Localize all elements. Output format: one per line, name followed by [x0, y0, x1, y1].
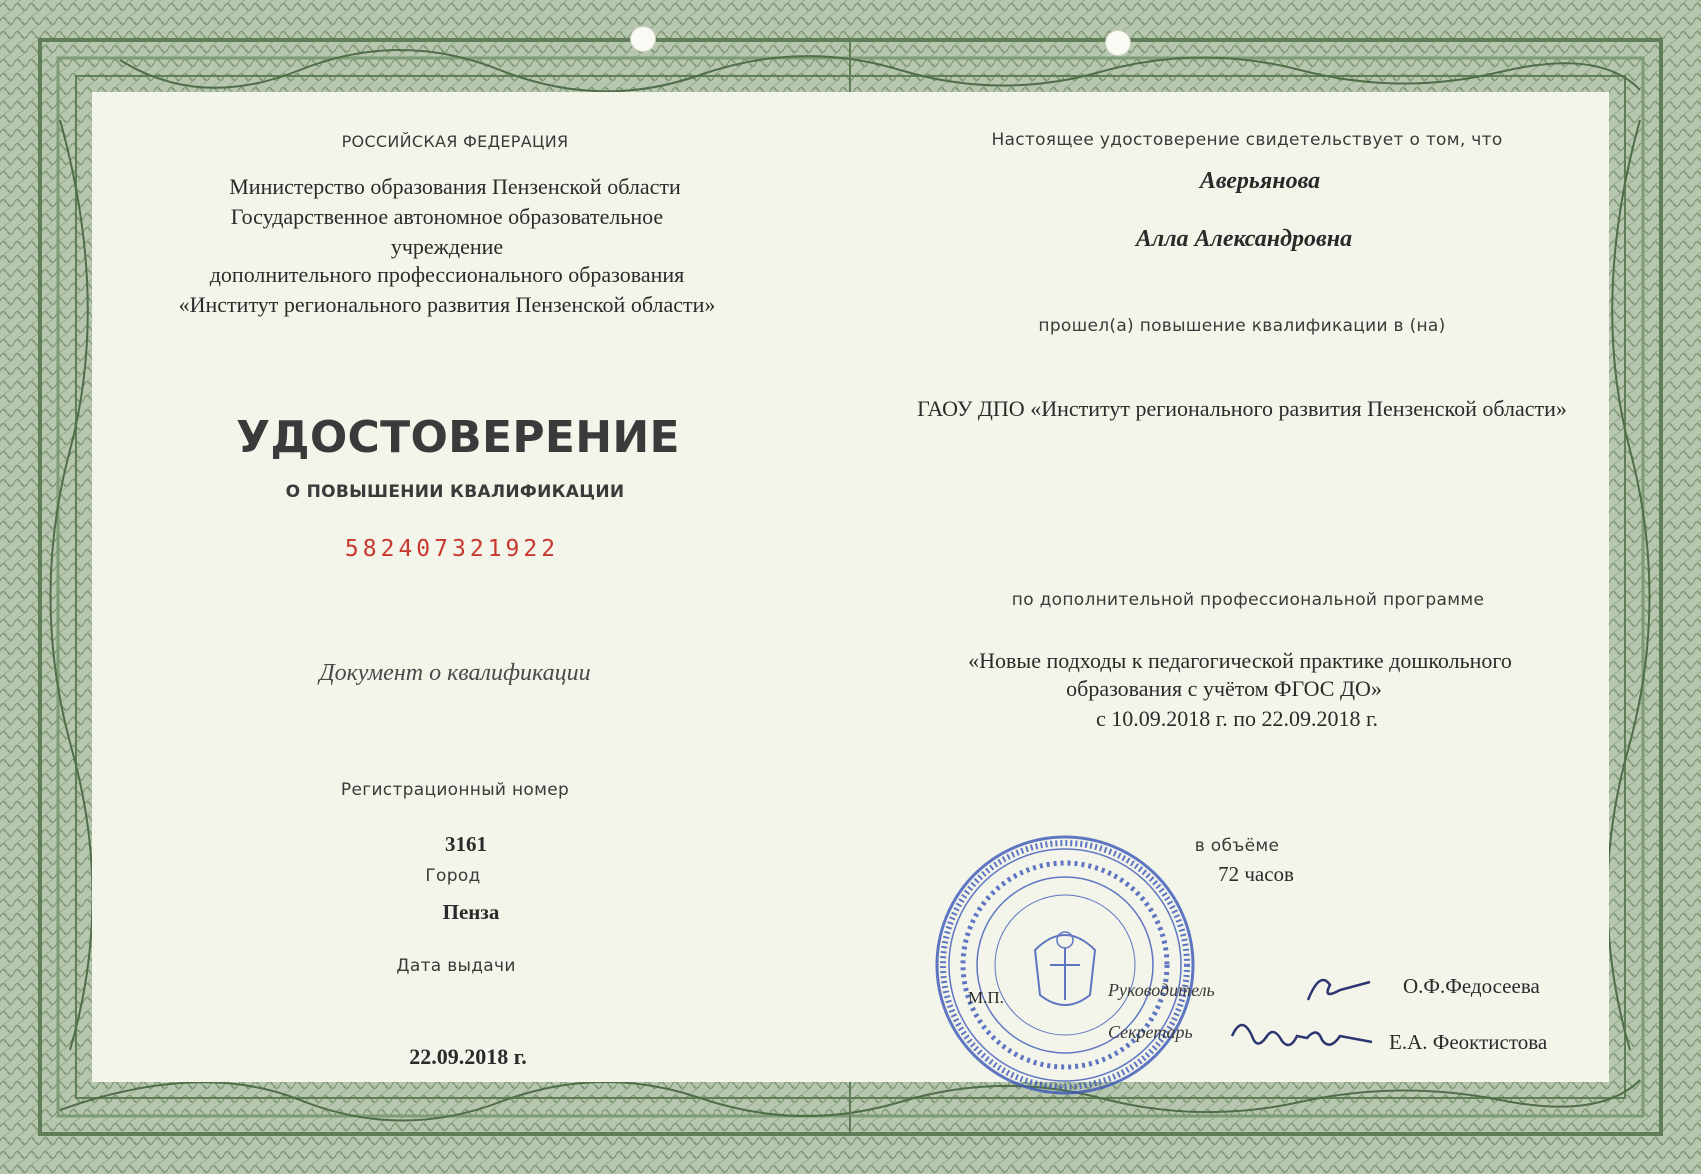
document-type: Документ о квалификации	[319, 660, 591, 686]
intro-text: Настоящее удостоверение свидетельствует о том, что	[991, 130, 1503, 150]
org-line-4: дополнительного профессионального образования	[209, 262, 685, 287]
org-line-2: Государственное автономное образовательное	[230, 204, 664, 229]
official-stamp-icon	[930, 830, 1200, 1100]
org-line-5: «Институт регионального развития Пензенской области»	[178, 292, 716, 317]
head-name: О.Ф.Федосеева	[1403, 974, 1540, 998]
secretary-name: Е.А. Феоктистова	[1389, 1030, 1548, 1054]
volume-label: в объёме	[1194, 836, 1280, 856]
org-line-1: Министерство образования Пензенской области	[229, 174, 681, 199]
secretary-signature-icon	[1222, 1006, 1382, 1066]
punch-hole	[1105, 30, 1131, 56]
serial-number: 582407321922	[344, 536, 560, 562]
program-line-1: «Новые подходы к педагогической практике дошкольного	[968, 648, 1512, 673]
registration-label: Регистрационный номер	[340, 780, 570, 800]
seal-place-label: М.П.	[968, 988, 1004, 1007]
recipient-given-names: Алла Александровна	[1135, 226, 1353, 252]
recipient-surname: Аверьянова	[1199, 168, 1321, 194]
city-value: Пенза	[442, 900, 500, 924]
head-label: Руководитель	[1108, 980, 1215, 1000]
head-signature-icon	[1300, 960, 1380, 1010]
program-line-2: образования с учётом ФГОС ДО»	[1066, 676, 1382, 701]
issue-date-label: Дата выдачи	[396, 956, 516, 976]
completed-text: прошел(а) повышение квалификации в (на)	[1038, 316, 1446, 336]
program-dates: с 10.09.2018 г. по 22.09.2018 г.	[1095, 706, 1379, 731]
secretary-label: Секретарь	[1108, 1022, 1193, 1042]
punch-hole	[630, 26, 656, 52]
country-label: РОССИЙСКАЯ ФЕДЕРАЦИЯ	[341, 132, 569, 151]
document-title: УДОСТОВЕРЕНИЕ	[236, 412, 680, 463]
volume-value: 72 часов	[1218, 862, 1294, 886]
issue-date-value: 22.09.2018 г.	[409, 1044, 527, 1069]
certificate-paper	[92, 92, 1609, 1082]
org-line-3: учреждение	[390, 234, 504, 259]
program-label: по дополнительной профессиональной программе	[1011, 590, 1485, 610]
document-subtitle: О ПОВЫШЕНИИ КВАЛИФИКАЦИИ	[285, 482, 625, 502]
institution-name: ГАОУ ДПО «Институт регионального развития Пензенской области»	[917, 396, 1567, 421]
city-label: Город	[425, 866, 481, 886]
registration-number: 3161	[445, 832, 487, 856]
